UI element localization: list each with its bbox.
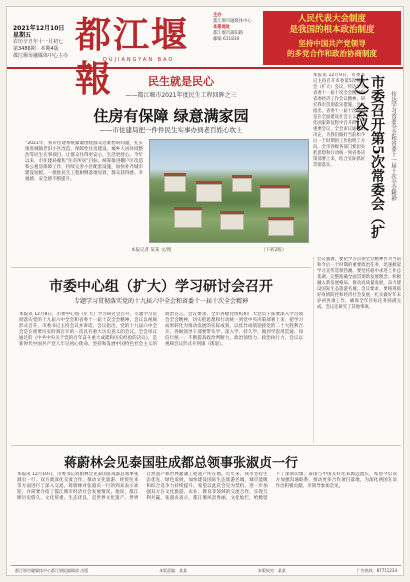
footer-ad-hotline: 广告热线：87711234 <box>356 567 397 573</box>
issue-weekday: 星期五 <box>13 32 32 39</box>
feature-story <box>11 73 311 261</box>
masthead-info <box>213 13 257 43</box>
middle-story-subtitle: 专题学习贯彻落实党的十九届六中全会和省委十一届十次全会精神 <box>73 298 248 305</box>
feature-continued: （下转2版） <box>261 248 287 253</box>
middle-story-title: 市委中心组（扩大）学习研讨会召开 <box>49 279 273 295</box>
bottom-story-title: 蒋蔚林会见泰国驻成都总领事张淑贞一行 <box>63 456 298 471</box>
slogan-banner <box>263 11 401 65</box>
right-story-body: 本报讯 12月9日，市委书记主持召开市委第5次常委会（扩大）会议，传达学习省委十一届十次全会精神和省委经济工作会议精神，研究我市贯彻落实措施。会议指出，省委十一届十次全会是在全面建设社会主义现代化国家新征程中召开的一次重要会议，全会审议通过的决定，为我们做好当前和今后一个时期的工作指明了方向。全市各级各部门要切实把思想和行动统一到省委决策部署上来，结合实际抓好贯彻落实。 <box>313 73 365 168</box>
feature-body: “2021年，我市住建系统紧紧围绕群众急难愁盼问题，扎实推进城镇老旧小区改造、保障性住房建设、城乡人居环境整治等民生实事项目，让群众住得更安心、生活更舒心。今年以来，市住建局聚焦“住有所居”目标，统筹推进棚户区改造和公租房保障工作，持续完善小区配套设施，加快补齐城市建设短板，一批批民生工程相继落地见效，群众获得感、幸福感、安全感不断提升。 <box>25 141 143 182</box>
toc-line: 都江堰市蒲阳路 <box>213 31 244 36</box>
right-story-continued: 会议强调，要把学习贯彻全会精神作为当前和今后一个时期的重要政治任务，迅速掀起学习宣传贯彻热潮。要坚持稳中求进工作总基调，完整准确全面贯彻新发展理念，积极融入新发展格局，推动高质量发展，奋力建设国际生态旅游名城。会议要求，要统筹抓好疫情防控和经济社会发展，扎实做好年末岁初各项工作，确保全年目标任务圆满完成。会议还研究了其他事项。 <box>313 257 401 443</box>
right-story-title: 市委召开第5次常委会（扩大）会议 <box>353 75 385 239</box>
middle-story <box>11 267 311 443</box>
newspaper-page <box>6 6 404 576</box>
banner-line: 是我国的根本政治制度 <box>289 25 375 35</box>
feature-photo <box>149 139 309 243</box>
newspaper-logo-subtitle: DUJIANGYAN BAO <box>103 57 175 63</box>
banner-line: 坚持中国共产党领导 <box>298 39 366 48</box>
toc-line: 都江堰市融媒体中心 <box>213 19 252 24</box>
newspaper-logo: 都江堰報 <box>75 14 190 100</box>
feature-kicker: 民生就是民心 <box>148 75 214 88</box>
bottom-story <box>11 445 401 563</box>
bottom-story-body: 本报讯 12月10日，市委书记蒋蔚林会见泰国驻成都总领事张淑贞一行。双方就深化交流合作、推动文化旅游、经贸往来等方面进行了深入交流。蒋蔚林对张淑贞一行的到来表示欢迎，并简要介绍了都江堰市经济社会发展情况。他说，都江堰历史悠久、文化厚重、生态优良，是世界文化遗产、世界自然遗产和世界灌溉工程遗产所在地。近年来，我市坚持生态优先、绿色发展，加快建设国际生态旅游名城，城市能级和综合竞争力持续提升。希望以此次会见为契机，进一步加强双方在文化旅游、农业、教育等领域的交流合作，实现互利共赢。张淑贞表示，都江堰风景秀丽、文化灿烂，给她留下了深刻印象。泰国与中国友好往来源远流长，希望今后双方加强沟通联系，推动更多合作项目落地，为深化两国友谊作出积极贡献。市领导参加会见。 <box>17 472 397 501</box>
toc-line: 主办 <box>213 13 222 18</box>
feature-kicker-block <box>71 73 291 99</box>
banner-line: 的多党合作和政治协商制度 <box>287 49 377 58</box>
footer-publisher: 都江堰市融媒体中心都江堰报编辑部 出版 <box>15 567 89 573</box>
right-story-subtitle: 传达学习省委全会和省委十一届十次全会精神 <box>390 91 396 201</box>
issue-meta-line: 都江堰市融媒体中心主办 <box>13 53 69 59</box>
feature-photo-credit: 本报记者 某某 文/图 <box>131 248 172 253</box>
toc-line: 本报地址 <box>213 25 231 30</box>
issue-meta-line: 第3486期 · 本期4版 <box>13 46 59 52</box>
issue-meta <box>13 25 71 60</box>
toc-line: 邮编 611830 <box>213 37 240 42</box>
issue-meta-line: 农历辛丑年十一月初七 <box>13 39 64 45</box>
feature-title: 住房有保障 绿意满家园 <box>93 107 249 125</box>
feature-subtitle: ——市住建局把一件件民生实事办到老百姓心坎上 <box>99 126 243 134</box>
middle-story-body: 本报讯 12月8日，市委中心组（扩大）学习研讨会召开，专题学习贯彻落实党的十九届六中全会和省委十一届十次全会精神。会议以视频形式召开，市委书记主持会议并讲话。会议指出，党的十九届六中全会是在重要历史时刻召开的一次具有重大历史意义的会议。全会审议通过的《中共中央关于党的百年奋斗重大成就和历史经验的决议》，是新时代中国共产党人牢记初心使命、坚持和发展中国特色社会主义的政治宣言。会议要求，全市各级党组织和广大党员干部要深入学习领会全会精神，切实把思想和行动统一到党中央决策部署上来，把学习成果转化为推动发展的实际成效，以优异成绩迎接党的二十大胜利召开。各级领导干部要带头学、深入学、持久学，做到学思用贯通、知信行统一，不断提高政治判断力、政治领悟力、政治执行力。会议以视频会议形式开到镇（街道）。 <box>19 312 303 347</box>
footer-proofreader: 本版校对：某某 <box>257 567 286 573</box>
issue-date: 2021年12月10日 <box>13 25 65 32</box>
feature-series: ——都江堰市2021年度民生工程回眸之三 <box>125 92 237 99</box>
footer-editor: 本版责编：某某 <box>159 567 188 573</box>
right-story <box>313 73 401 253</box>
page-footer <box>11 565 401 575</box>
banner-line: 人民代表大会制度 <box>297 14 366 24</box>
